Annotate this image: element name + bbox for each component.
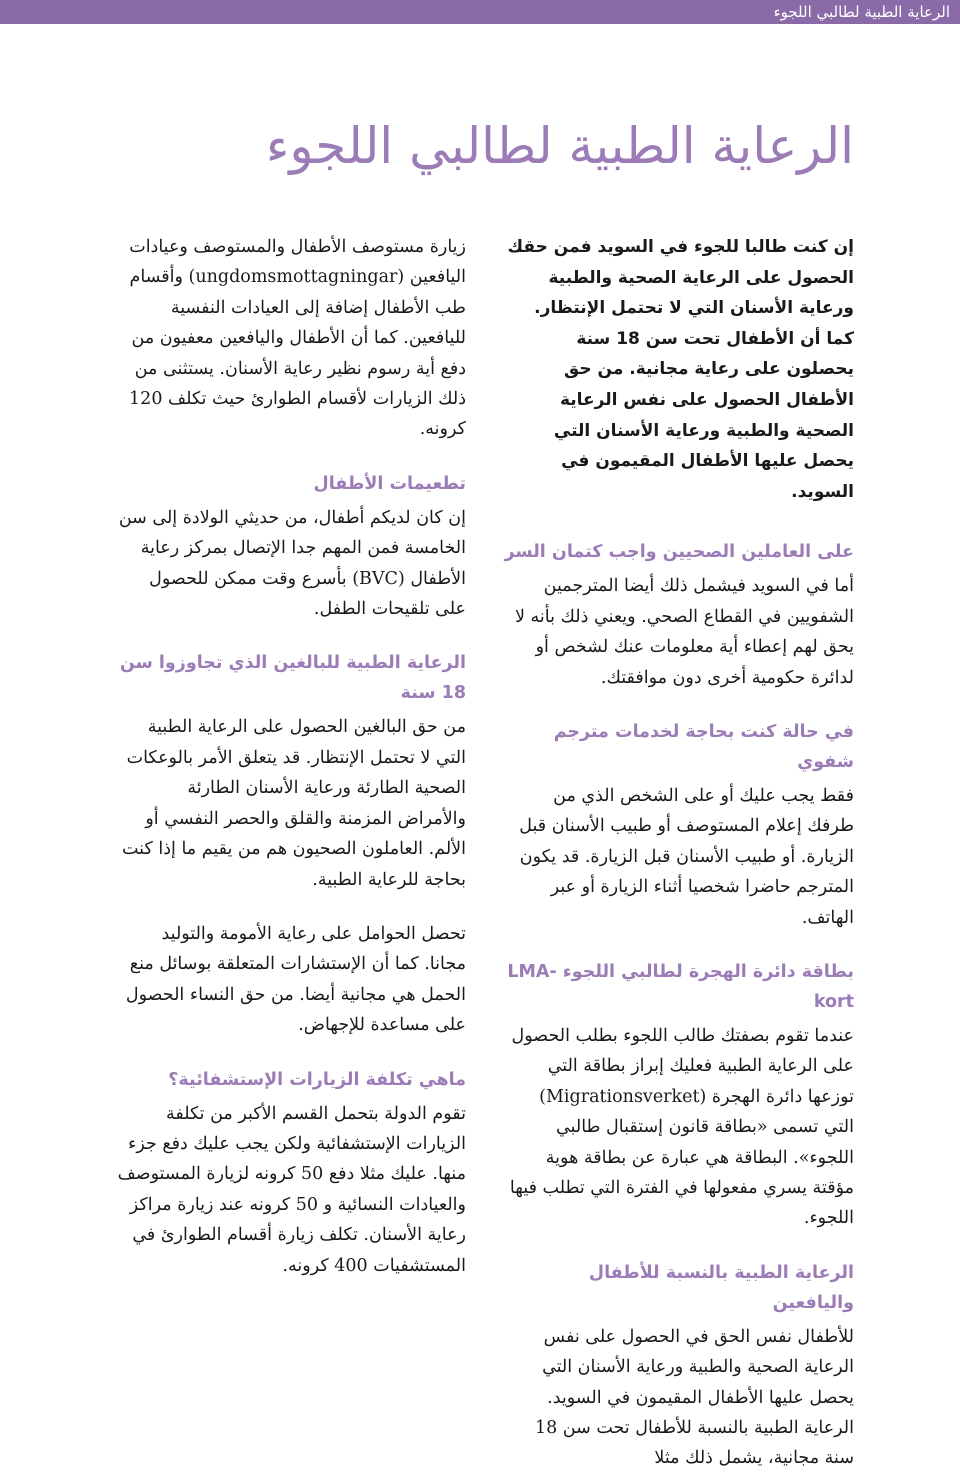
paragraph-interpreter: فقط يجب عليك أو على الشخص الذي من طرفك إعلام المستوصف أو طبيب الأسنان قبل الزيارة. أو طبيب الأسنان قبل الزيارة. قد يكون المترجم حاضرا شخصيا أثناء الزيارة أو عبر الهاتف. [519, 785, 854, 928]
running-header-bar [0, 0, 960, 24]
page-title: الرعاية الطبية لطالبي اللجوء [265, 117, 854, 175]
paragraph-children-care-continued: زيارة مستوصف الأطفال والمستوصف وعيادات اليافعين (ungdomsmottagningar) وأقسام طب الأطفال إضافة إلى العيادات النفسية لليافعين. كما أن الأطفال واليافعين معفيون من دفع أية رسوم نظير رعاية الأسنان. يستثنى من ذلك الزيارات لأقسام الطوارئ حيث تكلف 120 كرونه. [129, 237, 466, 440]
left-column [116, 232, 466, 1276]
heading-adult-care: الرعاية الطبية للبالغين الذي تجاوزوا سن 18 سنة [119, 653, 466, 704]
paragraph-visit-costs: تقوم الدولة بتحمل القسم الأكبر من تكلفة الزيارات الإستشفائية ولكن يجب عليك دفع جزء منها. عليك مثلا دفع 50 كرونه لزيارة المستوصف والعيادات النسائية و 50 كرونه عند زيارة مراكز رعاية الأسنان. تكلف زيارة أقسام الطوارئ في المستشفيات 400 كرونه. [117, 1103, 466, 1276]
heading-confidentiality: على العاملين الصحيين واجب كتمان السر [504, 542, 854, 563]
right-column [504, 232, 854, 1469]
running-header-title: الرعاية الطبية لطالبي اللجوء [773, 3, 950, 21]
heading-children-care: الرعاية الطبية بالنسبة للأطفال واليافعين [588, 1262, 854, 1313]
paragraph-adult-care: من حق البالغين الحصول على الرعاية الطبية التي لا تحتمل الإنتظار. قد يتعلق الأمر بالوعكات الصحية الطارئة ورعاية الأسنان الطارئة والأمراض المزمنة والقلق والحصر النفسي أو الألم. العاملون الصحيون هم من يقيم ما إذا كنت بحاجة للرعاية الطبية. [122, 717, 466, 890]
heading-interpreter: في حالة كنت بحاجة لخدمات مترجم شفوي [553, 721, 854, 772]
paragraph-children-care: للأطفال نفس الحق في الحصول على نفس الرعاية الصحية والطبية ورعاية الأسنان التي يحصل عليها الأطفال المقيمون في السويد. الرعاية الطبية بالنسبة للأطفال تحت سن 18 سنة مجانية، يشمل ذلك مثلا [534, 1326, 854, 1469]
paragraph-vaccinations: إن كان لديكم أطفال، من حديثي الولادة إلى سن الخامسة فمن المهم جدا الإتصال بمركز رعاية الأطفال (BVC) بأسرع وقت ممكن للحصول على تلقيحات الطفل. [118, 507, 466, 620]
paragraph-confidentiality: أما في السويد فيشمل ذلك أيضا المترجمين الشفويين في القطاع الصحي. ويعني ذلك بأنه لا يحق لهم إعطاء أية معلومات عنك لشخص أو لدائرة حكومية أخرى دون موافقتك. [515, 576, 854, 688]
paragraph-pregnancy: تحصل الحوامل على رعاية الأمومة والتوليد مجانا. كما أن الإستشارات المتعلقة بوسائل منع الحمل هي مجانية أيضا. من حق النساء الحصول على مساعدة للإجهاض. [125, 923, 466, 1036]
intro-paragraph: إن كنت طالبا للجوء في السويد فمن حقك الحصول على الرعاية الصحية والطبية ورعاية الأسنان التي لا تحتمل الإنتظار. كما أن الأطفال تحت سن 18 سنة يحصلون على رعاية مجانية. من حق الأطفال الحصول على نفس الرعاية الصحية والطبية ورعاية الأسنان التي يحصل عليها الأطفال المقيمون في السويد. [507, 237, 854, 502]
heading-visit-costs: ماهي تكلفة الزيارات الإستشفائية؟ [168, 1069, 466, 1090]
heading-lma-card: بطاقة دائرة الهجرة لطالبي اللجوء LMA-kort [507, 962, 854, 1012]
paragraph-lma-card: عندما تقوم بصفتك طالب اللجوء بطلب الحصول على الرعاية الطبية فعليك إبراز بطاقة التي توزعها دائرة الهجرة (Migrationsverket) التي تسمى «بطاقة قانون إستقبال طالبي اللجوء». البطاقة هي عبارة عن بطاقة هوية مؤقتة يسري مفعولها في الفترة التي تطلب فيها اللجوء. [509, 1026, 854, 1229]
heading-vaccinations: تطعيمات الأطفال [313, 473, 466, 494]
